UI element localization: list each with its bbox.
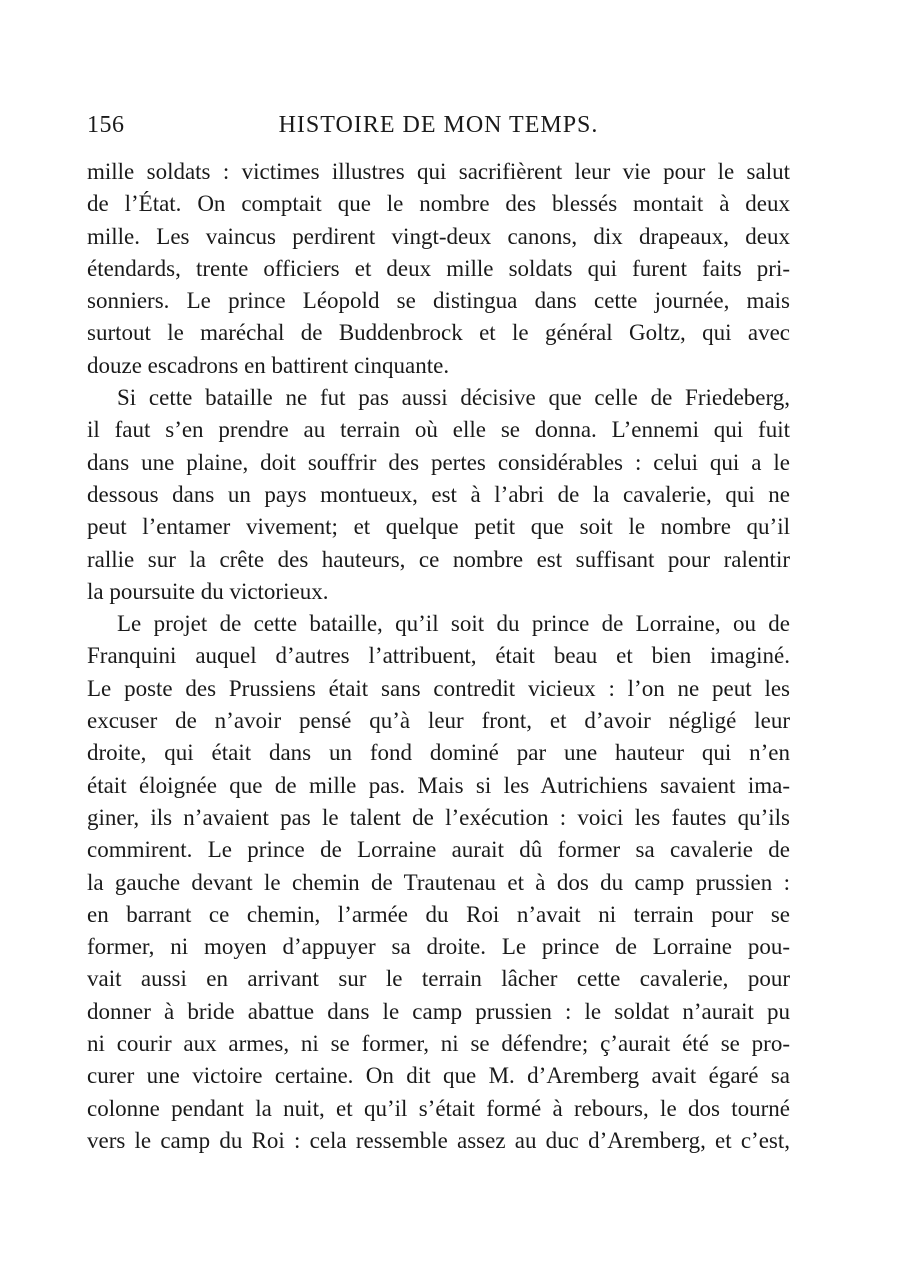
text-line: était éloignée que de mille pas. Mais si les Autrichiens savaient ima-: [87, 772, 790, 798]
text-line: mille. Les vaincus perdirent vingt-deux canons, dix drapeaux, deux: [87, 223, 790, 249]
text-line: en barrant ce chemin, l’armée du Roi n’avait ni terrain pour se: [87, 901, 790, 927]
paragraph-3: [87, 608, 790, 1157]
text-line: peut l’entamer vivement; et quelque petit que soit le nombre qu’il: [87, 514, 790, 540]
text-line: Le projet de cette bataille, qu’il soit du prince de Lorraine, ou de: [117, 611, 790, 637]
text-line: douze escadrons en battirent cinquante.: [87, 352, 450, 378]
text-line: la poursuite du victorieux.: [87, 578, 329, 604]
body-text: [87, 156, 790, 1157]
text-line: droite, qui était dans un fond dominé par une hauteur qui n’en: [87, 740, 790, 766]
text-line: excuser de n’avoir pensé qu’à leur front, et d’avoir négligé leur: [87, 708, 790, 734]
text-line: colonne pendant la nuit, et qu’il s’était formé à rebours, le dos tourné: [87, 1095, 790, 1121]
text-line: la gauche devant le chemin de Trautenau et à dos du camp prussien :: [87, 869, 790, 895]
text-line: sonniers. Le prince Léopold se distingua dans cette journée, mais: [87, 288, 790, 314]
text-line: il faut s’en prendre au terrain où elle se donna. L’ennemi qui fuit: [87, 417, 790, 443]
text-line: former, ni moyen d’appuyer sa droite. Le prince de Lorraine pou-: [87, 934, 790, 960]
text-line: vait aussi en arrivant sur le terrain lâcher cette cavalerie, pour: [87, 966, 790, 992]
text-line: curer une victoire certaine. On dit que M. d’Aremberg avait égaré sa: [87, 1063, 790, 1089]
text-line: étendards, trente officiers et deux mille soldats qui furent faits pri-: [87, 255, 790, 281]
book-page: [87, 112, 790, 1157]
text-line: commirent. Le prince de Lorraine aurait dû former sa cavalerie de: [87, 837, 790, 863]
text-line: Franquini auquel d’autres l’attribuent, était beau et bien imaginé.: [87, 643, 790, 669]
text-line: Le poste des Prussiens était sans contredit vicieux : l’on ne peut les: [87, 675, 790, 701]
text-line: giner, ils n’avaient pas le talent de l’exécution : voici les fautes qu’ils: [87, 804, 790, 830]
text-line: vers le camp du Roi : cela ressemble assez au duc d’Aremberg, et c’est,: [87, 1127, 790, 1153]
text-line: dans une plaine, doit souffrir des pertes considérables : celui qui a le: [87, 449, 790, 475]
paragraph-1: [87, 156, 790, 382]
text-line: de l’État. On comptait que le nombre des blessés montait à deux: [87, 191, 790, 217]
text-line: donner à bride abattue dans le camp prussien : le soldat n’aurait pu: [87, 998, 790, 1024]
paragraph-2: [87, 382, 790, 608]
running-title: HISTOIRE DE MON TEMPS.: [278, 112, 599, 138]
text-line: rallie sur la crête des hauteurs, ce nombre est suffisant pour ralentir: [87, 546, 790, 572]
text-line: dessous dans un pays montueux, est à l’abri de la cavalerie, qui ne: [87, 481, 790, 507]
text-line: Si cette bataille ne fut pas aussi décisive que celle de Friedeberg,: [117, 385, 790, 411]
text-line: surtout le maréchal de Buddenbrock et le général Goltz, qui avec: [87, 320, 790, 346]
page-number: 156: [87, 112, 125, 138]
running-head: [87, 112, 790, 152]
text-line: mille soldats : victimes illustres qui sacrifièrent leur vie pour le salut: [87, 159, 790, 184]
text-line: ni courir aux armes, ni se former, ni se défendre; ç’aurait été se pro-: [87, 1031, 790, 1057]
